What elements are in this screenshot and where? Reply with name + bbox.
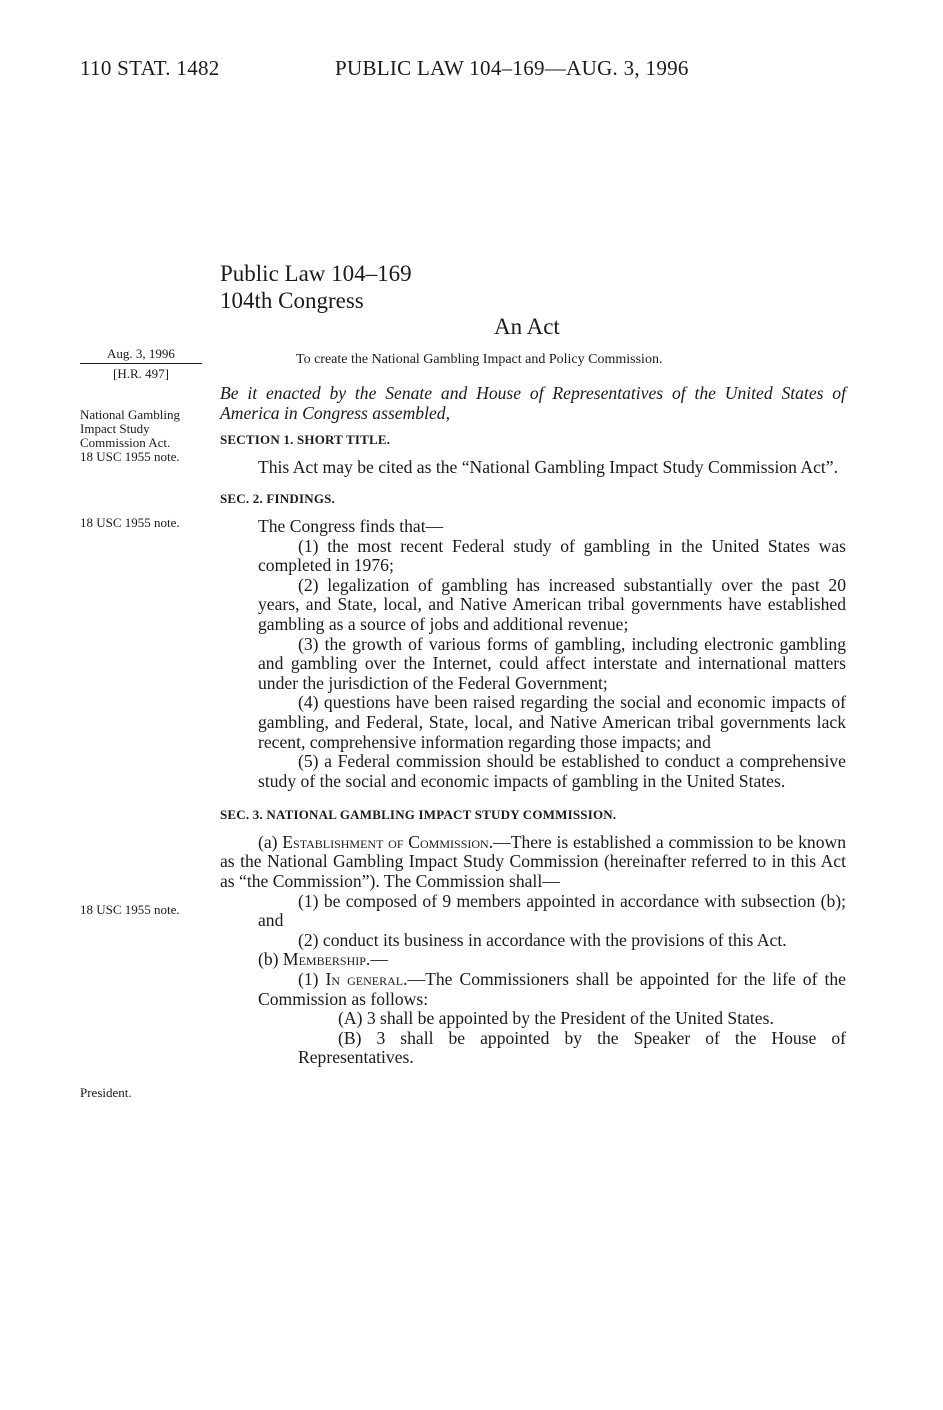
section-1-text: This Act may be cited as the “National Gambling Impact Study Commission Act”. bbox=[258, 456, 839, 477]
date-divider bbox=[80, 363, 202, 364]
subsection-b-1 bbox=[220, 970, 846, 1009]
subsection-b-caption: Membership bbox=[282, 949, 366, 970]
findings-intro: The Congress finds that— bbox=[258, 515, 444, 536]
act-purpose: To create the National Gambling Impact and Policy Commission. bbox=[296, 352, 663, 367]
subsection-b-1-A: (A) 3 shall be appointed by the President of the United States. bbox=[338, 1008, 774, 1029]
subsection-b-dash: .— bbox=[365, 949, 388, 970]
subsection-b-1-caption: In general bbox=[325, 969, 404, 990]
finding-3: (3) the growth of various forms of gambling, including electronic gambling and gambling over the Internet, could affect interstate and international matters under the jurisdiction of the Federal Government; bbox=[258, 633, 846, 693]
main-text bbox=[220, 384, 846, 1068]
subsection-b bbox=[220, 950, 846, 970]
section-2-heading: SEC. 2. FINDINGS. bbox=[220, 491, 336, 507]
subsection-a bbox=[220, 833, 846, 892]
congress-number: 104th Congress bbox=[220, 288, 364, 313]
enactment-date-box bbox=[80, 346, 202, 382]
margin-note-act-name: National Gambling Impact Study Commission Act. bbox=[80, 407, 181, 450]
subsection-b-1-text: .—The Commissioners shall be appointed for the life of the Commission as follows: bbox=[258, 969, 846, 1009]
finding-2: (2) legalization of gambling has increased substantially over the past 20 years, and State, local, and Native American tribal governments have established gambling as a source of jobs and additional revenue; bbox=[258, 574, 846, 634]
margin-note-short-title bbox=[80, 408, 208, 464]
finding-5: (5) a Federal commission should be established to conduct a comprehensive study of the social and economic impacts of gambling in the United States. bbox=[258, 751, 846, 791]
subsection-a-label: (a) bbox=[258, 831, 283, 852]
finding-1: (1) the most recent Federal study of gambling in the United States was completed in 1976; bbox=[258, 535, 846, 576]
margin-note-president: President. bbox=[80, 1085, 132, 1100]
subsection-a-caption: Establishment of Commission bbox=[282, 831, 489, 852]
margin-note-commission: 18 USC 1955 note. bbox=[80, 902, 180, 917]
law-title-block bbox=[220, 260, 412, 314]
public-law-header: PUBLIC LAW 104–169—AUG. 3, 1996 bbox=[335, 56, 689, 80]
finding-4: (4) questions have been raised regarding the social and economic impacts of gambling, and Federal, State, local, and Native American tribal governments lack recent, comprehensive information regarding those impacts; and bbox=[258, 692, 846, 752]
margin-note-usc: 18 USC 1955 note. bbox=[80, 449, 180, 464]
subsection-b-1-B: (B) 3 shall be appointed by the Speaker of the House of Representatives. bbox=[298, 1027, 846, 1068]
subsection-a-text: .—There is established a commission to be known as the National Gambling Impact Study Commission (hereinafter referred to in this Act as “the Commission”). The Commission shall— bbox=[220, 831, 846, 892]
subsection-a-2: (2) conduct its business in accordance with the provisions of this Act. bbox=[298, 929, 787, 950]
stat-page-number: 110 STAT. 1482 bbox=[80, 56, 220, 80]
subsection-b-label: (b) bbox=[258, 949, 283, 970]
subsection-a-1: (1) be composed of 9 members appointed in accordance with subsection (b); and bbox=[258, 890, 846, 931]
bill-number: [H.R. 497] bbox=[113, 366, 169, 381]
enactment-date: Aug. 3, 1996 bbox=[107, 346, 175, 361]
section-1-heading: SECTION 1. SHORT TITLE. bbox=[220, 432, 391, 448]
an-act-heading: An Act bbox=[494, 314, 560, 339]
public-law-number: Public Law 104–169 bbox=[220, 261, 412, 286]
section-3-heading: SEC. 3. NATIONAL GAMBLING IMPACT STUDY COMMISSION. bbox=[220, 807, 617, 823]
running-head bbox=[80, 56, 689, 81]
margin-note-findings: 18 USC 1955 note. bbox=[80, 515, 180, 530]
subsection-b-1-label: (1) bbox=[298, 969, 326, 990]
enacting-clause: Be it enacted by the Senate and House of Representatives of the United States of America in Congress assembled, bbox=[220, 383, 846, 423]
